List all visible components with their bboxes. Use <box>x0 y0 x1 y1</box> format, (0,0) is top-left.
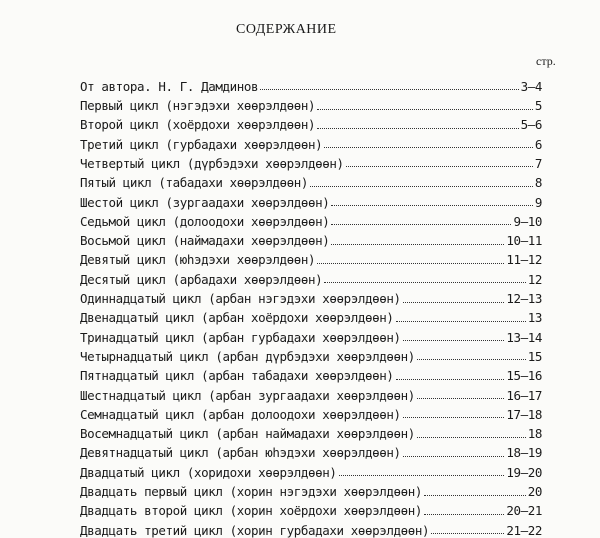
dot-leader <box>396 320 526 322</box>
toc-entry-title: Девятнадцатый цикл (арбан юһэдэхи хөөрэлдөөн) <box>80 445 401 461</box>
toc-entry-title: Двадцать второй цикл (хорин хоёрдохи хөөрэлдөөн) <box>80 503 423 519</box>
toc-entry-title: Первый цикл (нэгэдэхи хөөрэлдөөн) <box>80 98 316 114</box>
toc-entry <box>80 344 542 363</box>
dot-leader <box>403 301 505 303</box>
toc-entry-title: Третий цикл (гурбадахи хөөрэлдөөн) <box>80 136 323 152</box>
toc-entry-pages: 16—17 <box>506 387 542 403</box>
dot-leader <box>424 513 504 515</box>
toc-entry-title: Семнадцатый цикл (арбан долоодохи хөөрэлдөөн) <box>80 406 401 422</box>
dot-leader <box>417 397 504 399</box>
dot-leader <box>431 532 504 534</box>
toc-entry-title: Шестнадцатый цикл (арбан зургаадахи хөөрэлдөөн) <box>80 387 415 403</box>
toc-entry-pages: 5—6 <box>520 117 542 133</box>
toc-entry <box>80 267 542 286</box>
toc-entry-pages: 12 <box>527 271 542 287</box>
toc-entry-title: Седьмой цикл (долоодохи хөөрэлдөөн) <box>80 213 330 229</box>
toc-entry <box>80 228 542 247</box>
toc-entry-pages: 3—4 <box>520 78 542 94</box>
toc-entry-pages: 15—16 <box>506 368 542 384</box>
toc-entry <box>80 132 542 151</box>
toc-entry <box>80 363 542 382</box>
toc-entry-title: Второй цикл (хоёрдохи хөөрэлдөөн) <box>80 117 316 133</box>
table-of-contents <box>80 74 542 537</box>
toc-entry-pages: 18—19 <box>506 445 542 461</box>
toc-entry-title: Шестой цикл (зургаадахи хөөрэлдөөн) <box>80 194 330 210</box>
toc-entry-pages: 20 <box>527 484 542 500</box>
toc-entry <box>80 93 542 112</box>
toc-entry-pages: 6 <box>534 136 542 152</box>
toc-entry-title: Девятый цикл (юһэдэхи хөөрэлдөөн) <box>80 252 316 268</box>
toc-entry <box>80 113 542 132</box>
toc-entry-title: Восьмой цикл (наймадахи хөөрэлдөөн) <box>80 233 330 249</box>
dot-leader <box>424 494 526 496</box>
toc-entry <box>80 421 542 440</box>
dot-leader <box>346 165 533 167</box>
toc-entry-pages: 18 <box>527 426 542 442</box>
toc-entry-pages: 13—14 <box>506 329 542 345</box>
toc-entry <box>80 325 542 344</box>
toc-entry <box>80 518 542 537</box>
toc-entry-title: Пятнадцатый цикл (арбан табадахи хөөрэлдөөн) <box>80 368 394 384</box>
toc-entry <box>80 402 542 421</box>
dot-leader <box>317 127 518 129</box>
toc-entry <box>80 441 542 460</box>
toc-entry-title: Одиннадцатый цикл (арбан нэгэдэхи хөөрэлдөөн) <box>80 291 401 307</box>
toc-entry-title: Двадцать третий цикл (хорин гурбадахи хөөрэлдөөн) <box>80 522 430 538</box>
toc-entry-title: Двадцатый цикл (хоридохи хөөрэлдөөн) <box>80 464 337 480</box>
toc-entry <box>80 286 542 305</box>
toc-entry <box>80 190 542 209</box>
dot-leader <box>310 185 533 187</box>
toc-entry <box>80 151 542 170</box>
toc-entry <box>80 170 542 189</box>
dot-leader <box>331 243 504 245</box>
toc-entry-pages: 9 <box>534 194 542 210</box>
dot-leader <box>331 223 511 225</box>
toc-entry-pages: 7 <box>534 155 542 171</box>
toc-entry <box>80 499 542 518</box>
toc-entry-title: Четырнадцатый цикл (арбан дүрбэдэхи хөөрэлдөөн) <box>80 348 415 364</box>
toc-entry-pages: 17—18 <box>506 406 542 422</box>
dot-leader <box>324 146 533 148</box>
toc-entry-pages: 5 <box>534 98 542 114</box>
toc-entry <box>80 479 542 498</box>
dot-leader <box>317 108 533 110</box>
dot-leader <box>260 88 518 90</box>
dot-leader <box>403 416 505 418</box>
toc-entry-pages: 8 <box>534 175 542 191</box>
dot-leader <box>403 455 505 457</box>
toc-entry-pages: 20—21 <box>506 503 542 519</box>
toc-entry <box>80 460 542 479</box>
toc-entry-title: Восемнадцатый цикл (арбан наймадахи хөөрэлдөөн) <box>80 426 415 442</box>
toc-entry-pages: 13 <box>527 310 542 326</box>
dot-leader <box>403 339 505 341</box>
toc-entry-pages: 10—11 <box>506 233 542 249</box>
dot-leader <box>324 281 525 283</box>
dot-leader <box>417 358 526 360</box>
toc-entry-pages: 12—13 <box>506 291 542 307</box>
toc-entry-title: От автора. Н. Г. Дамдинов <box>80 78 259 94</box>
dot-leader <box>417 436 526 438</box>
toc-entry-title: Двадцать первый цикл (хорин нэгэдэхи хөөрэлдөөн) <box>80 484 423 500</box>
dot-leader <box>317 262 504 264</box>
toc-entry-title: Пятый цикл (табадахи хөөрэлдөөн) <box>80 175 309 191</box>
toc-entry-pages: 15 <box>527 348 542 364</box>
toc-entry-pages: 11—12 <box>506 252 542 268</box>
toc-entry <box>80 383 542 402</box>
toc-entry <box>80 248 542 267</box>
page-column-label: стр. <box>536 54 556 68</box>
toc-entry-pages: 9—10 <box>513 213 542 229</box>
toc-entry <box>80 306 542 325</box>
dot-leader <box>396 378 505 380</box>
toc-entry-title: Двенадцатый цикл (арбан хоёрдохи хөөрэлдөөн) <box>80 310 394 326</box>
dot-leader <box>339 474 505 476</box>
toc-entry-pages: 21—22 <box>506 522 542 538</box>
dot-leader <box>331 204 532 206</box>
toc-entry <box>80 209 542 228</box>
toc-entry <box>80 74 542 93</box>
page-title: СОДЕРЖАНИЕ <box>236 22 337 37</box>
toc-entry-title: Четвертый цикл (дүрбэдэхи хөөрэлдөөн) <box>80 155 344 171</box>
toc-entry-pages: 19—20 <box>506 464 542 480</box>
toc-entry-title: Десятый цикл (арбадахи хөөрэлдөөн) <box>80 271 323 287</box>
toc-entry-title: Тринадцатый цикл (арбан гурбадахи хөөрэлдөөн) <box>80 329 401 345</box>
